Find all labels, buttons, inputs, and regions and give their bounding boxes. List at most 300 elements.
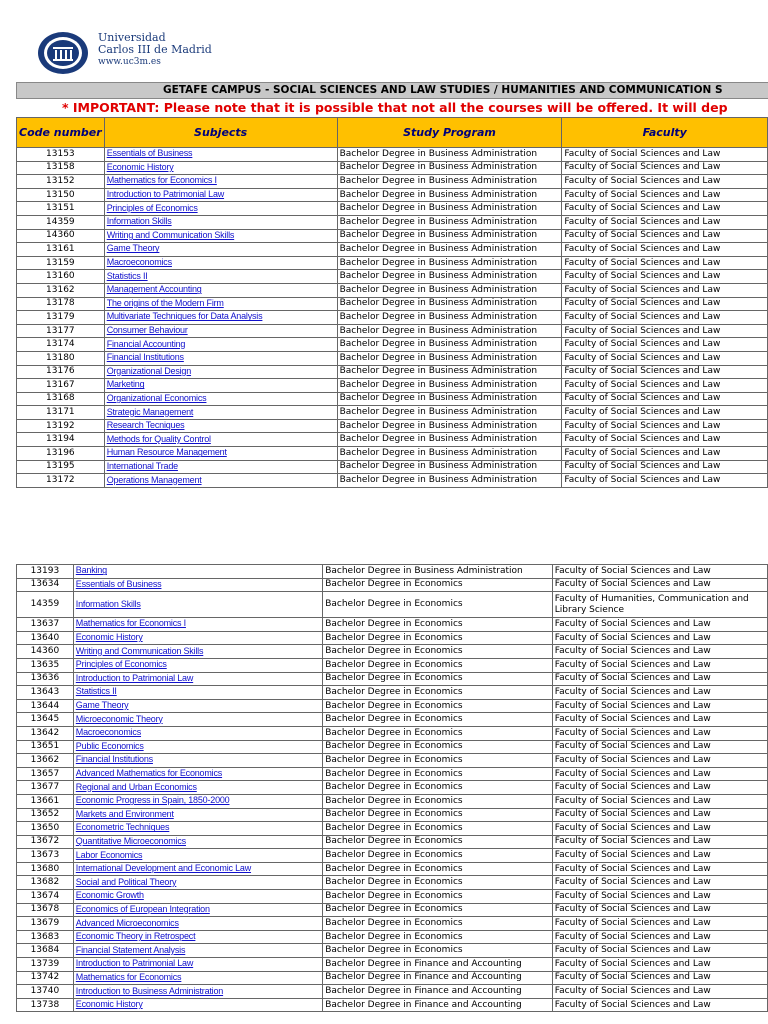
table-row: [17, 324, 768, 338]
table-row: [17, 618, 768, 632]
subject-link[interactable]: Economic Growth: [75, 890, 144, 901]
subject-link[interactable]: Organizational Design: [106, 365, 192, 376]
subject-link[interactable]: Econometric Techniques: [75, 822, 170, 833]
faculty-cell: Faculty of Social Sciences and Law: [562, 175, 768, 189]
code-cell: 13167: [17, 379, 105, 393]
program-cell: Bachelor Degree in Business Administration: [337, 256, 562, 270]
subject-link[interactable]: Social and Political Theory: [75, 876, 177, 887]
program-cell: Bachelor Degree in Business Administration: [337, 202, 562, 216]
subject-link[interactable]: International Trade: [106, 460, 178, 471]
code-cell: 13192: [17, 419, 105, 433]
code-cell: 13677: [17, 781, 74, 795]
program-cell: Bachelor Degree in Economics: [323, 876, 553, 890]
program-cell: Bachelor Degree in Business Administration: [337, 419, 562, 433]
faculty-cell: Faculty of Social Sciences and Law: [562, 202, 768, 216]
subject-cell: [73, 754, 322, 768]
subject-link[interactable]: Introduction to Patrimonial Law: [75, 672, 194, 683]
subject-link[interactable]: Writing and Communication Skills: [75, 645, 204, 656]
subject-cell: [73, 985, 322, 999]
table-row: [17, 958, 768, 972]
faculty-cell: Faculty of Social Sciences and Law: [552, 781, 767, 795]
logo-url: www.uc3m.es: [98, 57, 161, 67]
table-row: [17, 740, 768, 754]
subject-cell: [73, 699, 322, 713]
faculty-cell: Faculty of Social Sciences and Law: [552, 944, 767, 958]
subject-cell: [73, 835, 322, 849]
program-cell: Bachelor Degree in Business Administration: [337, 175, 562, 189]
subject-cell: [73, 658, 322, 672]
code-cell: 14360: [17, 229, 105, 243]
faculty-cell: Faculty of Social Sciences and Law: [552, 794, 767, 808]
table-row: [17, 338, 768, 352]
subject-cell: [73, 686, 322, 700]
faculty-cell: Faculty of Social Sciences and Law: [552, 767, 767, 781]
table-row: [17, 835, 768, 849]
table-row: [17, 726, 768, 740]
program-cell: Bachelor Degree in Business Administration: [337, 311, 562, 325]
table-row: [17, 243, 768, 257]
code-cell: 13193: [17, 565, 74, 579]
code-cell: 13176: [17, 365, 105, 379]
faculty-cell: Faculty of Social Sciences and Law: [552, 998, 767, 1012]
subject-link[interactable]: Statistics II: [106, 270, 148, 281]
program-cell: Bachelor Degree in Economics: [323, 944, 553, 958]
subject-link[interactable]: Public Economics: [75, 740, 144, 751]
faculty-cell: Faculty of Social Sciences and Law: [562, 229, 768, 243]
faculty-cell: Faculty of Social Sciences and Law: [562, 297, 768, 311]
faculty-cell: Faculty of Social Sciences and Law: [562, 161, 768, 175]
code-cell: 13680: [17, 862, 74, 876]
code-cell: 13742: [17, 971, 74, 985]
code-cell: 13151: [17, 202, 105, 216]
subject-link[interactable]: Introduction to Patrimonial Law: [75, 958, 194, 969]
subject-cell: [73, 645, 322, 659]
table-row: [17, 713, 768, 727]
header-subjects: Subjects: [104, 118, 337, 148]
program-cell: Bachelor Degree in Business Administration: [337, 460, 562, 474]
subject-cell: [104, 148, 337, 162]
code-cell: 13644: [17, 699, 74, 713]
program-cell: Bachelor Degree in Business Administration: [337, 243, 562, 257]
faculty-cell: Faculty of Social Sciences and Law: [552, 565, 767, 579]
subject-cell: [104, 379, 337, 393]
faculty-cell: Faculty of Social Sciences and Law: [562, 243, 768, 257]
code-cell: 13642: [17, 726, 74, 740]
faculty-cell: Faculty of Social Sciences and Law: [552, 876, 767, 890]
subject-link[interactable]: Information Skills: [75, 598, 141, 609]
code-cell: 13673: [17, 849, 74, 863]
subject-cell: [73, 565, 322, 579]
subject-link[interactable]: Financial Accounting: [106, 338, 186, 349]
program-cell: Bachelor Degree in Finance and Accounting: [323, 998, 553, 1012]
subject-link[interactable]: Mathematics for Economics I: [75, 618, 186, 629]
program-cell: Bachelor Degree in Business Administration: [337, 215, 562, 229]
faculty-cell: Faculty of Social Sciences and Law: [552, 971, 767, 985]
faculty-cell: Faculty of Social Sciences and Law: [562, 311, 768, 325]
subject-cell: [73, 862, 322, 876]
program-cell: Bachelor Degree in Economics: [323, 631, 553, 645]
program-cell: Bachelor Degree in Business Administration: [337, 392, 562, 406]
subject-link[interactable]: Strategic Management: [106, 406, 194, 417]
table-row: [17, 876, 768, 890]
program-cell: Bachelor Degree in Business Administration: [323, 565, 553, 579]
code-cell: 13171: [17, 406, 105, 420]
subject-link[interactable]: Economic History: [106, 161, 174, 172]
subject-cell: [73, 767, 322, 781]
university-name: [98, 32, 212, 68]
faculty-cell: Faculty of Social Sciences and Law: [562, 379, 768, 393]
table-row: [17, 188, 768, 202]
code-cell: 13153: [17, 148, 105, 162]
faculty-cell: Faculty of Social Sciences and Law: [562, 460, 768, 474]
table-row: [17, 148, 768, 162]
code-cell: 13174: [17, 338, 105, 352]
table-row: [17, 460, 768, 474]
subject-link[interactable]: Essentials of Business: [106, 148, 193, 159]
subject-link[interactable]: Consumer Behaviour: [106, 325, 188, 336]
table-row: [17, 215, 768, 229]
subject-cell: [73, 808, 322, 822]
program-cell: Bachelor Degree in Economics: [323, 808, 553, 822]
faculty-cell: Faculty of Social Sciences and Law: [562, 406, 768, 420]
code-cell: 13645: [17, 713, 74, 727]
subject-link[interactable]: Methods for Quality Control: [106, 433, 211, 444]
table-row: [17, 971, 768, 985]
table-row: [17, 447, 768, 461]
faculty-cell: Faculty of Social Sciences and Law: [552, 726, 767, 740]
faculty-cell: Faculty of Social Sciences and Law: [552, 930, 767, 944]
code-cell: 13643: [17, 686, 74, 700]
subject-cell: [104, 433, 337, 447]
faculty-cell: Faculty of Social Sciences and Law: [562, 283, 768, 297]
code-cell: 13652: [17, 808, 74, 822]
subject-cell: [73, 971, 322, 985]
faculty-cell: Faculty of Social Sciences and Law: [552, 890, 767, 904]
faculty-cell: Faculty of Social Sciences and Law: [552, 903, 767, 917]
faculty-cell: Faculty of Social Sciences and Law: [562, 419, 768, 433]
program-cell: Bachelor Degree in Economics: [323, 672, 553, 686]
program-cell: Bachelor Degree in Economics: [323, 726, 553, 740]
subject-link[interactable]: Research Tecniques: [106, 420, 185, 431]
table-row: [17, 175, 768, 189]
program-cell: Bachelor Degree in Economics: [323, 767, 553, 781]
code-cell: 13152: [17, 175, 105, 189]
code-cell: 13650: [17, 822, 74, 836]
subject-cell: [73, 726, 322, 740]
program-cell: Bachelor Degree in Economics: [323, 686, 553, 700]
subject-link[interactable]: Essentials of Business: [75, 578, 162, 589]
subject-link[interactable]: Economic Theory in Retrospect: [75, 931, 196, 942]
header-faculty: Faculty: [562, 118, 768, 148]
subject-cell: [73, 849, 322, 863]
faculty-cell: Faculty of Social Sciences and Law: [552, 754, 767, 768]
subject-cell: [104, 256, 337, 270]
code-cell: 13657: [17, 767, 74, 781]
subject-link[interactable]: Economic History: [75, 999, 143, 1010]
table-row: [17, 270, 768, 284]
subject-cell: [73, 903, 322, 917]
subject-link[interactable]: Microeconomic Theory: [75, 713, 163, 724]
code-cell: 13651: [17, 740, 74, 754]
table-row: [17, 903, 768, 917]
program-cell: Bachelor Degree in Economics: [323, 835, 553, 849]
subject-cell: [73, 822, 322, 836]
subject-link[interactable]: Advanced Microeconomics: [75, 917, 179, 928]
faculty-cell: Faculty of Social Sciences and Law: [552, 835, 767, 849]
subject-cell: [104, 297, 337, 311]
table-row: [17, 311, 768, 325]
program-cell: Bachelor Degree in Finance and Accounting: [323, 971, 553, 985]
program-cell: Bachelor Degree in Economics: [323, 822, 553, 836]
subject-cell: [104, 175, 337, 189]
program-cell: Bachelor Degree in Economics: [323, 917, 553, 931]
program-cell: Bachelor Degree in Business Administration: [337, 365, 562, 379]
faculty-cell: Faculty of Social Sciences and Law: [562, 188, 768, 202]
table-row: [17, 392, 768, 406]
faculty-cell: Faculty of Social Sciences and Law: [552, 645, 767, 659]
code-cell: 13178: [17, 297, 105, 311]
subject-cell: [104, 392, 337, 406]
program-cell: Bachelor Degree in Economics: [323, 849, 553, 863]
table-row: [17, 256, 768, 270]
faculty-cell: Faculty of Social Sciences and Law: [552, 808, 767, 822]
subject-link[interactable]: Financial Institutions: [75, 754, 153, 765]
subject-link[interactable]: Regional and Urban Economics: [75, 781, 197, 792]
code-cell: 13179: [17, 311, 105, 325]
table-row: [17, 985, 768, 999]
faculty-cell: Faculty of Social Sciences and Law: [552, 578, 767, 592]
subject-cell: [104, 419, 337, 433]
university-logo: [36, 30, 236, 76]
program-cell: Bachelor Degree in Business Administration: [337, 447, 562, 461]
table-row: [17, 433, 768, 447]
subject-link[interactable]: Mathematics for Economics I: [106, 175, 217, 186]
program-cell: Bachelor Degree in Economics: [323, 890, 553, 904]
subject-cell: [73, 740, 322, 754]
subject-cell: [104, 229, 337, 243]
subject-link[interactable]: Quantitative Microeconomics: [75, 835, 186, 846]
subject-link[interactable]: Game Theory: [75, 700, 129, 711]
code-cell: 13150: [17, 188, 105, 202]
subject-cell: [73, 781, 322, 795]
table-row: [17, 578, 768, 592]
program-cell: Bachelor Degree in Business Administration: [337, 351, 562, 365]
subject-cell: [104, 283, 337, 297]
program-cell: Bachelor Degree in Economics: [323, 781, 553, 795]
faculty-cell: Faculty of Social Sciences and Law: [552, 740, 767, 754]
subject-link[interactable]: Game Theory: [106, 243, 160, 254]
code-cell: 13739: [17, 958, 74, 972]
code-cell: 13640: [17, 631, 74, 645]
subject-cell: [104, 324, 337, 338]
program-cell: Bachelor Degree in Business Administration: [337, 270, 562, 284]
faculty-cell: Faculty of Social Sciences and Law: [562, 256, 768, 270]
subject-link[interactable]: Financial Statement Analysis: [75, 944, 186, 955]
faculty-cell: Faculty of Social Sciences and Law: [552, 686, 767, 700]
courses-table-1: [16, 117, 768, 488]
campus-banner: GETAFE CAMPUS - SOCIAL SCIENCES AND LAW STUDIES / HUMANITIES AND COMMUNICATION S: [16, 82, 768, 99]
code-cell: 14360: [17, 645, 74, 659]
program-cell: Bachelor Degree in Finance and Accounting: [323, 985, 553, 999]
program-cell: Bachelor Degree in Economics: [323, 592, 553, 618]
code-cell: 13177: [17, 324, 105, 338]
subject-cell: [104, 460, 337, 474]
program-cell: Bachelor Degree in Business Administration: [337, 283, 562, 297]
faculty-cell: Faculty of Social Sciences and Law: [552, 631, 767, 645]
program-cell: Bachelor Degree in Business Administration: [337, 433, 562, 447]
code-cell: 13662: [17, 754, 74, 768]
program-cell: Bachelor Degree in Economics: [323, 740, 553, 754]
subject-link[interactable]: Markets and Environment: [75, 808, 174, 819]
table-row: [17, 365, 768, 379]
subject-link[interactable]: Economic Progress in Spain, 1850-2000: [75, 795, 230, 806]
subject-link[interactable]: Economic History: [75, 632, 143, 643]
program-cell: Bachelor Degree in Economics: [323, 713, 553, 727]
table-row: [17, 592, 768, 618]
program-cell: Bachelor Degree in Economics: [323, 618, 553, 632]
subject-cell: [73, 672, 322, 686]
subject-cell: [73, 930, 322, 944]
table-row: [17, 229, 768, 243]
subject-link[interactable]: Macroeconomics: [75, 727, 142, 738]
code-cell: 13161: [17, 243, 105, 257]
subject-link[interactable]: Labor Economics: [75, 849, 143, 860]
code-cell: 13637: [17, 618, 74, 632]
faculty-cell: Faculty of Social Sciences and Law: [552, 658, 767, 672]
table-row: [17, 998, 768, 1012]
table-row: [17, 781, 768, 795]
table-row: [17, 406, 768, 420]
subject-link[interactable]: International Development and Economic Law: [75, 863, 252, 874]
table-row: [17, 767, 768, 781]
table-row: [17, 283, 768, 297]
faculty-cell: Faculty of Social Sciences and Law: [562, 148, 768, 162]
code-cell: 13194: [17, 433, 105, 447]
subject-cell: [104, 243, 337, 257]
faculty-cell: Faculty of Social Sciences and Law: [552, 618, 767, 632]
program-cell: Bachelor Degree in Business Administration: [337, 188, 562, 202]
code-cell: 13168: [17, 392, 105, 406]
table-row: [17, 474, 768, 488]
code-cell: 13674: [17, 890, 74, 904]
subject-link[interactable]: Advanced Mathematics for Economics: [75, 768, 223, 779]
table-row: [17, 686, 768, 700]
faculty-cell: Faculty of Social Sciences and Law: [552, 917, 767, 931]
subject-cell: [73, 917, 322, 931]
header-program: Study Program: [337, 118, 562, 148]
code-cell: 13661: [17, 794, 74, 808]
table-row: [17, 754, 768, 768]
faculty-cell: Faculty of Social Sciences and Law: [552, 958, 767, 972]
subject-cell: [73, 713, 322, 727]
program-cell: Bachelor Degree in Business Administration: [337, 406, 562, 420]
faculty-cell: Faculty of Social Sciences and Law: [552, 713, 767, 727]
program-cell: Bachelor Degree in Economics: [323, 658, 553, 672]
subject-cell: [104, 406, 337, 420]
subject-link[interactable]: Introduction to Business Administration: [75, 985, 224, 996]
program-cell: Bachelor Degree in Economics: [323, 903, 553, 917]
code-cell: 13195: [17, 460, 105, 474]
subject-cell: [104, 351, 337, 365]
faculty-cell: Faculty of Social Sciences and Law: [562, 365, 768, 379]
code-cell: 14359: [17, 215, 105, 229]
subject-link[interactable]: Statistics II: [75, 686, 117, 697]
header-code: Code number: [17, 118, 105, 148]
faculty-cell: Faculty of Social Sciences and Law: [552, 822, 767, 836]
university-seal-icon: [36, 30, 90, 76]
subject-cell: [104, 311, 337, 325]
subject-link[interactable]: Introduction to Patrimonial Law: [106, 189, 225, 200]
program-cell: Bachelor Degree in Economics: [323, 794, 553, 808]
subject-cell: [104, 365, 337, 379]
subject-link[interactable]: Principles of Economics: [106, 202, 198, 213]
table-row: [17, 944, 768, 958]
subject-link[interactable]: Principles of Economics: [75, 659, 167, 670]
faculty-cell: Faculty of Social Sciences and Law: [562, 324, 768, 338]
code-cell: 13180: [17, 351, 105, 365]
code-cell: 13738: [17, 998, 74, 1012]
code-cell: 13636: [17, 672, 74, 686]
program-cell: Bachelor Degree in Finance and Accounting: [323, 958, 553, 972]
subject-link[interactable]: Writing and Communication Skills: [106, 229, 235, 240]
subject-link[interactable]: Operations Management: [106, 474, 202, 485]
code-cell: 13635: [17, 658, 74, 672]
faculty-cell: Faculty of Social Sciences and Law: [552, 672, 767, 686]
program-cell: Bachelor Degree in Economics: [323, 862, 553, 876]
table-row: [17, 890, 768, 904]
code-cell: 14359: [17, 592, 74, 618]
table-row: [17, 379, 768, 393]
subject-link[interactable]: Marketing: [106, 379, 145, 390]
program-cell: Bachelor Degree in Business Administration: [337, 379, 562, 393]
program-cell: Bachelor Degree in Business Administration: [337, 474, 562, 488]
subject-cell: [73, 578, 322, 592]
code-cell: 13172: [17, 474, 105, 488]
table-row: [17, 658, 768, 672]
subject-link[interactable]: Organizational Economics: [106, 392, 207, 403]
program-cell: Bachelor Degree in Economics: [323, 754, 553, 768]
program-cell: Bachelor Degree in Business Administration: [337, 148, 562, 162]
subject-link[interactable]: Macroeconomics: [106, 257, 172, 268]
subject-link[interactable]: The origins of the Modern Firm: [106, 297, 224, 308]
subject-cell: [104, 161, 337, 175]
code-cell: 13740: [17, 985, 74, 999]
subject-link[interactable]: Information Skills: [106, 216, 172, 227]
subject-cell: [73, 592, 322, 618]
subject-link[interactable]: Multivariate Techniques for Data Analysis: [106, 311, 263, 322]
code-cell: 13634: [17, 578, 74, 592]
subject-link[interactable]: Banking: [75, 565, 107, 576]
code-cell: 13682: [17, 876, 74, 890]
subject-cell: [73, 944, 322, 958]
table-row: [17, 565, 768, 579]
table-row: [17, 794, 768, 808]
program-cell: Bachelor Degree in Economics: [323, 699, 553, 713]
program-cell: Bachelor Degree in Business Administration: [337, 161, 562, 175]
logo-line-1: Universidad: [98, 31, 166, 44]
code-cell: 13158: [17, 161, 105, 175]
subject-link[interactable]: Mathematics for Economics: [75, 971, 182, 982]
subject-link[interactable]: Human Resource Management: [106, 447, 227, 458]
subject-link[interactable]: Financial Institutions: [106, 352, 184, 363]
faculty-cell: Faculty of Social Sciences and Law: [562, 338, 768, 352]
subject-cell: [104, 338, 337, 352]
program-cell: Bachelor Degree in Business Administration: [337, 338, 562, 352]
subject-link[interactable]: Economics of European Integration: [75, 903, 210, 914]
subject-link[interactable]: Management Accounting: [106, 284, 202, 295]
subject-cell: [104, 188, 337, 202]
table-row: [17, 672, 768, 686]
